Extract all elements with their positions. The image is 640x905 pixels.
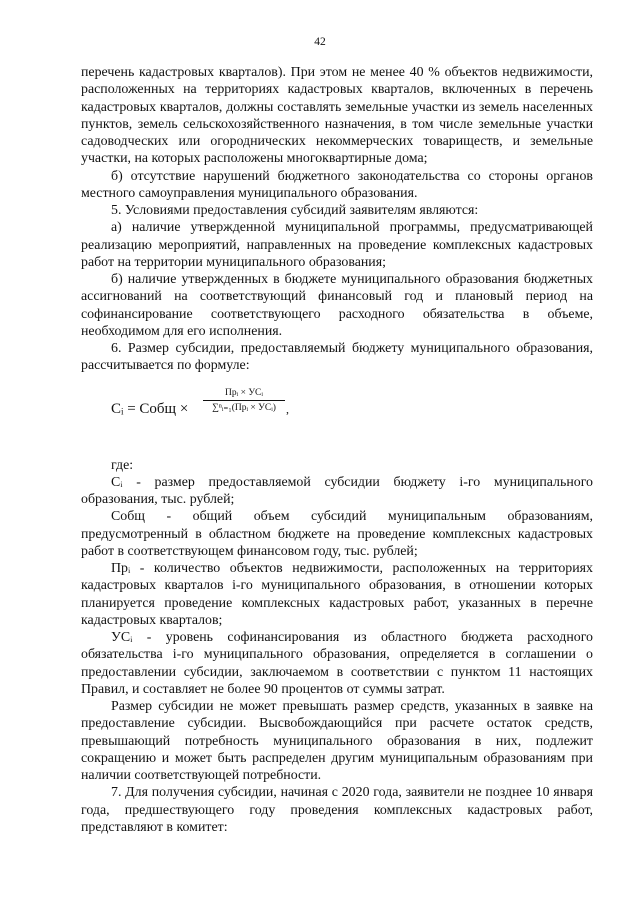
- formula-tail: ,: [286, 401, 289, 416]
- paragraph: Cᵢ - размер предоставляемой субсидии бюджету i-го муниципального образования, тыс. рублей;: [81, 474, 593, 507]
- subsidy-formula: [81, 375, 593, 457]
- paragraph: перечень кадастровых кварталов). При этом не менее 40 % объектов недвижимости, расположенных на территориях кадастровых кварталов, включенных в перечень кадастровых кварталов, должны составлять земельные участки из земель населенных пунктов, земель сельскохозяйственного назначения, в том числе земельные участки садоводческих или огороднических некоммерческих товариществ, и земельные участки, на которых расположены многоквартирные дома;: [81, 65, 593, 167]
- paragraph: а) наличие утвержденной муниципальной программы, предусматривающей реализацию мероприятий, направленных на проведение комплексных кадастровых работ на территории муниципального образования;: [81, 220, 593, 270]
- formula-fraction: [203, 387, 285, 414]
- paragraph: б) отсутствие нарушений бюджетного законодательства со стороны органов местного самоуправления муниципального образования.: [81, 168, 593, 201]
- page-number: 42: [314, 36, 326, 48]
- paragraph: б) наличие утвержденных в бюджете муниципального образования бюджетных ассигнований на соответствующий финансовый год и плановый период на софинансирование соответствующего расходного обязательства в объеме, необходимом для его исполнения.: [81, 272, 593, 339]
- formula-numerator: Прᵢ × УСᵢ: [203, 387, 285, 401]
- paragraph: УCᵢ - уровень софинансирования из областного бюджета расходного обязательства i-го муниципального образования, определяется в соглашении о предоставлении субсидии, заключаемом в соответствии с пунктом 11 настоящих Правил, и составляет не более 90 процентов от суммы затрат.: [81, 630, 593, 697]
- paragraph: где:: [111, 457, 134, 473]
- paragraph: 7. Для получения субсидии, начиная с 2020 года, заявители не позднее 10 января года, предшествующего году проведения комплексных кадастровых работ, представляют в комитет:: [81, 785, 593, 835]
- formula-lhs: Cᵢ = Cобщ ×: [111, 400, 189, 417]
- paragraph: 5. Условиями предоставления субсидий заявителям являются:: [111, 203, 479, 218]
- formula-denominator: ∑ⁿᵢ₌₁(Прᵢ × УСᵢ): [212, 402, 276, 413]
- document-body: [81, 64, 593, 836]
- paragraph: Cобщ - общий объем субсидий муниципальным образованиям, предусмотренный в областном бюджете на проведение комплексных кадастровых работ в соответствующем финансовом году, тыс. рублей;: [81, 509, 593, 559]
- paragraph: Размер субсидии не может превышать размер средств, указанных в заявке на предоставление субсидии. Высвобождающийся при расчете остаток средств, превышающий потребность муниципального образования в них, подлежит сокращению и может быть распределен другим муниципальным образованиям при наличии соответствующей потребности.: [81, 699, 593, 783]
- paragraph: 6. Размер субсидии, предоставляемый бюджету муниципального образования, рассчитывается по формуле:: [81, 341, 593, 374]
- paragraph: Прᵢ - количество объектов недвижимости, расположенных на территориях кадастровых кварталов i-го муниципального образования, в отношении которых планируется проведение комплексных кадастровых работ, указанных в перечне кадастровых кварталов;: [81, 561, 593, 628]
